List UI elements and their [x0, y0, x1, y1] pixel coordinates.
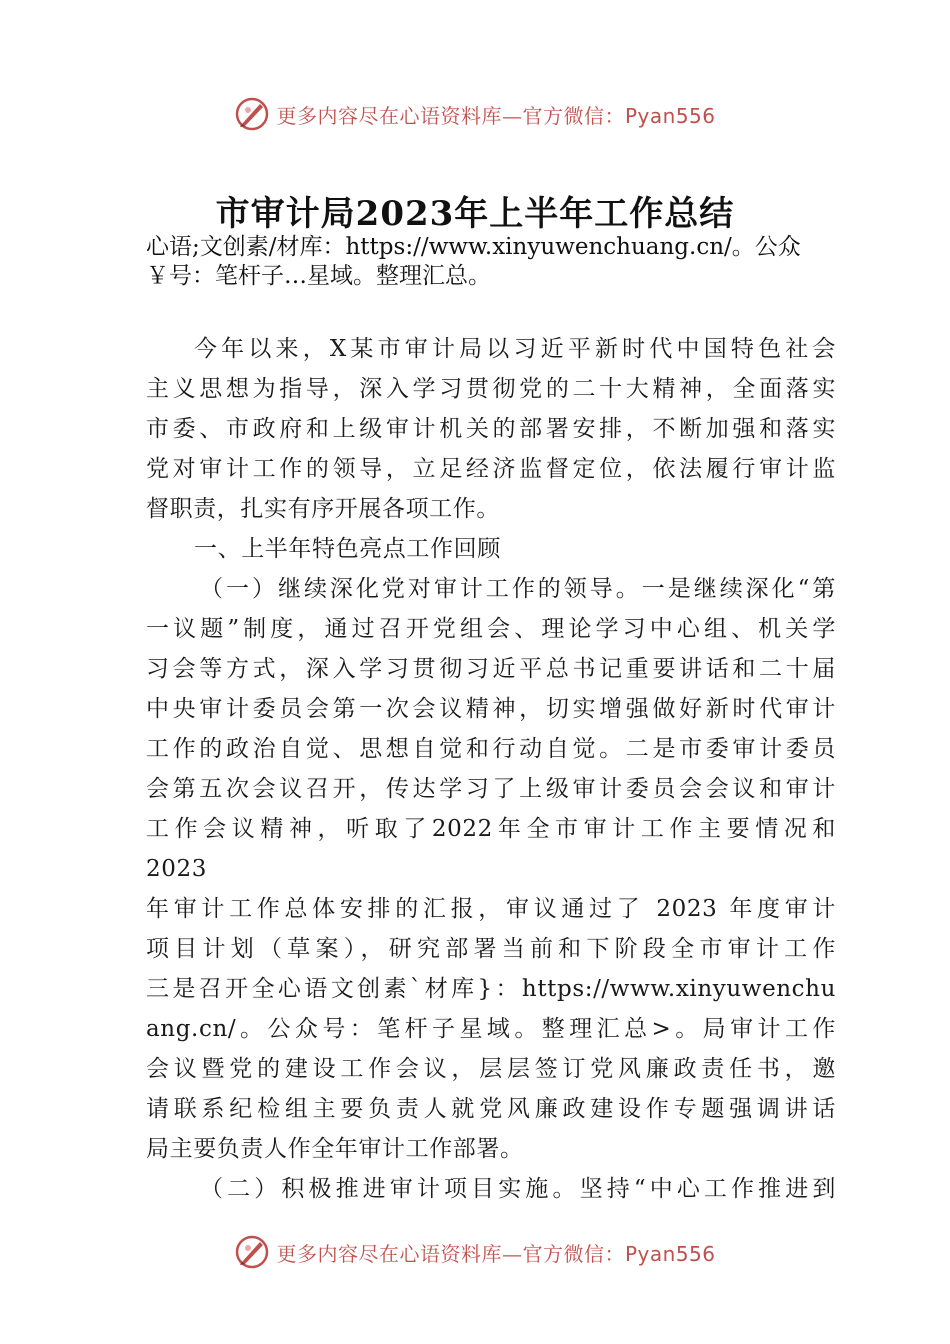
body-line: 三是召开全心语文创素`材库}：https://www.xinyuwenchu — [146, 976, 836, 1002]
body-line: 今年以来，X某市审计局以习近平新时代中国特色社会 — [194, 336, 836, 362]
body-line: 一议题”制度，通过召开党组会、理论学习中心组、机关学 — [146, 616, 836, 642]
body-line: 工作的政治自觉、思想自觉和行动自觉。二是市委审计委员 — [146, 736, 836, 762]
source-note-line-2: ￥号：笔杆子…星域。整理汇总。 — [146, 263, 491, 289]
pen-logo-icon — [234, 1234, 270, 1270]
footer-wechat-id: Pyan556 — [624, 1241, 716, 1266]
body-line: 项目计划（草案），研究部署当前和下阶段全市审计工作 — [146, 936, 836, 962]
body-line: 党对审计工作的领导，立足经济监督定位，依法履行审计监 — [146, 456, 836, 482]
body-line: 习会等方式，深入学习贯彻习近平总书记重要讲话和二十届 — [146, 656, 836, 682]
body-line: 会第五次会议召开，传达学习了上级审计委员会会议和审计 — [146, 776, 836, 802]
header-banner — [0, 94, 950, 134]
body-line: 市委、市政府和上级审计机关的部署安排，不断加强和落实 — [146, 416, 836, 442]
body-line: 督职责，扎实有序开展各项工作。 — [146, 496, 500, 522]
body-line: 主义思想为指导，深入学习贯彻党的二十大精神，全面落实 — [146, 376, 836, 402]
footer-banner — [0, 1232, 950, 1272]
body-line: 会议暨党的建设工作会议，层层签订党风廉政责任书，邀 — [146, 1056, 836, 1082]
body-line: 工作会议精神，听取了2022年全市审计工作主要情况和 — [146, 816, 836, 842]
body-line: 年审计工作总体安排的汇报，审议通过了 2023 年度审计 — [146, 896, 836, 922]
body-line: 请联系纪检组主要负责人就党风廉政建设作专题强调讲话 — [146, 1096, 836, 1122]
footer-banner-text: 更多内容尽在心语资料库—官方微信：Pyan556 — [276, 1241, 716, 1266]
pen-logo-icon — [234, 96, 270, 132]
subsection-heading: （一）继续深化党对审计工作的领导。一是继续深化“第 — [200, 576, 836, 602]
body-line: 局主要负责人作全年审计工作部署。 — [146, 1136, 524, 1162]
source-note-line-1: 心语;文创素/材库：https://www.xinyuwenchuang.cn/。公众 — [146, 234, 801, 260]
section-heading: 一、上半年特色亮点工作回顾 — [194, 536, 501, 562]
header-wechat-id: Pyan556 — [624, 103, 716, 128]
body-line: ang.cn/。公众号：笔杆子星域。整理汇总>。局审计工作 — [146, 1016, 836, 1042]
body-line: 2023 — [146, 856, 207, 882]
document-body — [146, 329, 836, 1209]
body-line: 中央审计委员会第一次会议精神，切实增强做好新时代审计 — [146, 696, 836, 722]
subsection-heading: （二）积极推进审计项目实施。坚持“中心工作推进到 — [200, 1176, 836, 1202]
header-banner-text: 更多内容尽在心语资料库—官方微信：Pyan556 — [276, 103, 716, 128]
document-title: 市审计局2023年上半年工作总结 — [215, 194, 735, 234]
